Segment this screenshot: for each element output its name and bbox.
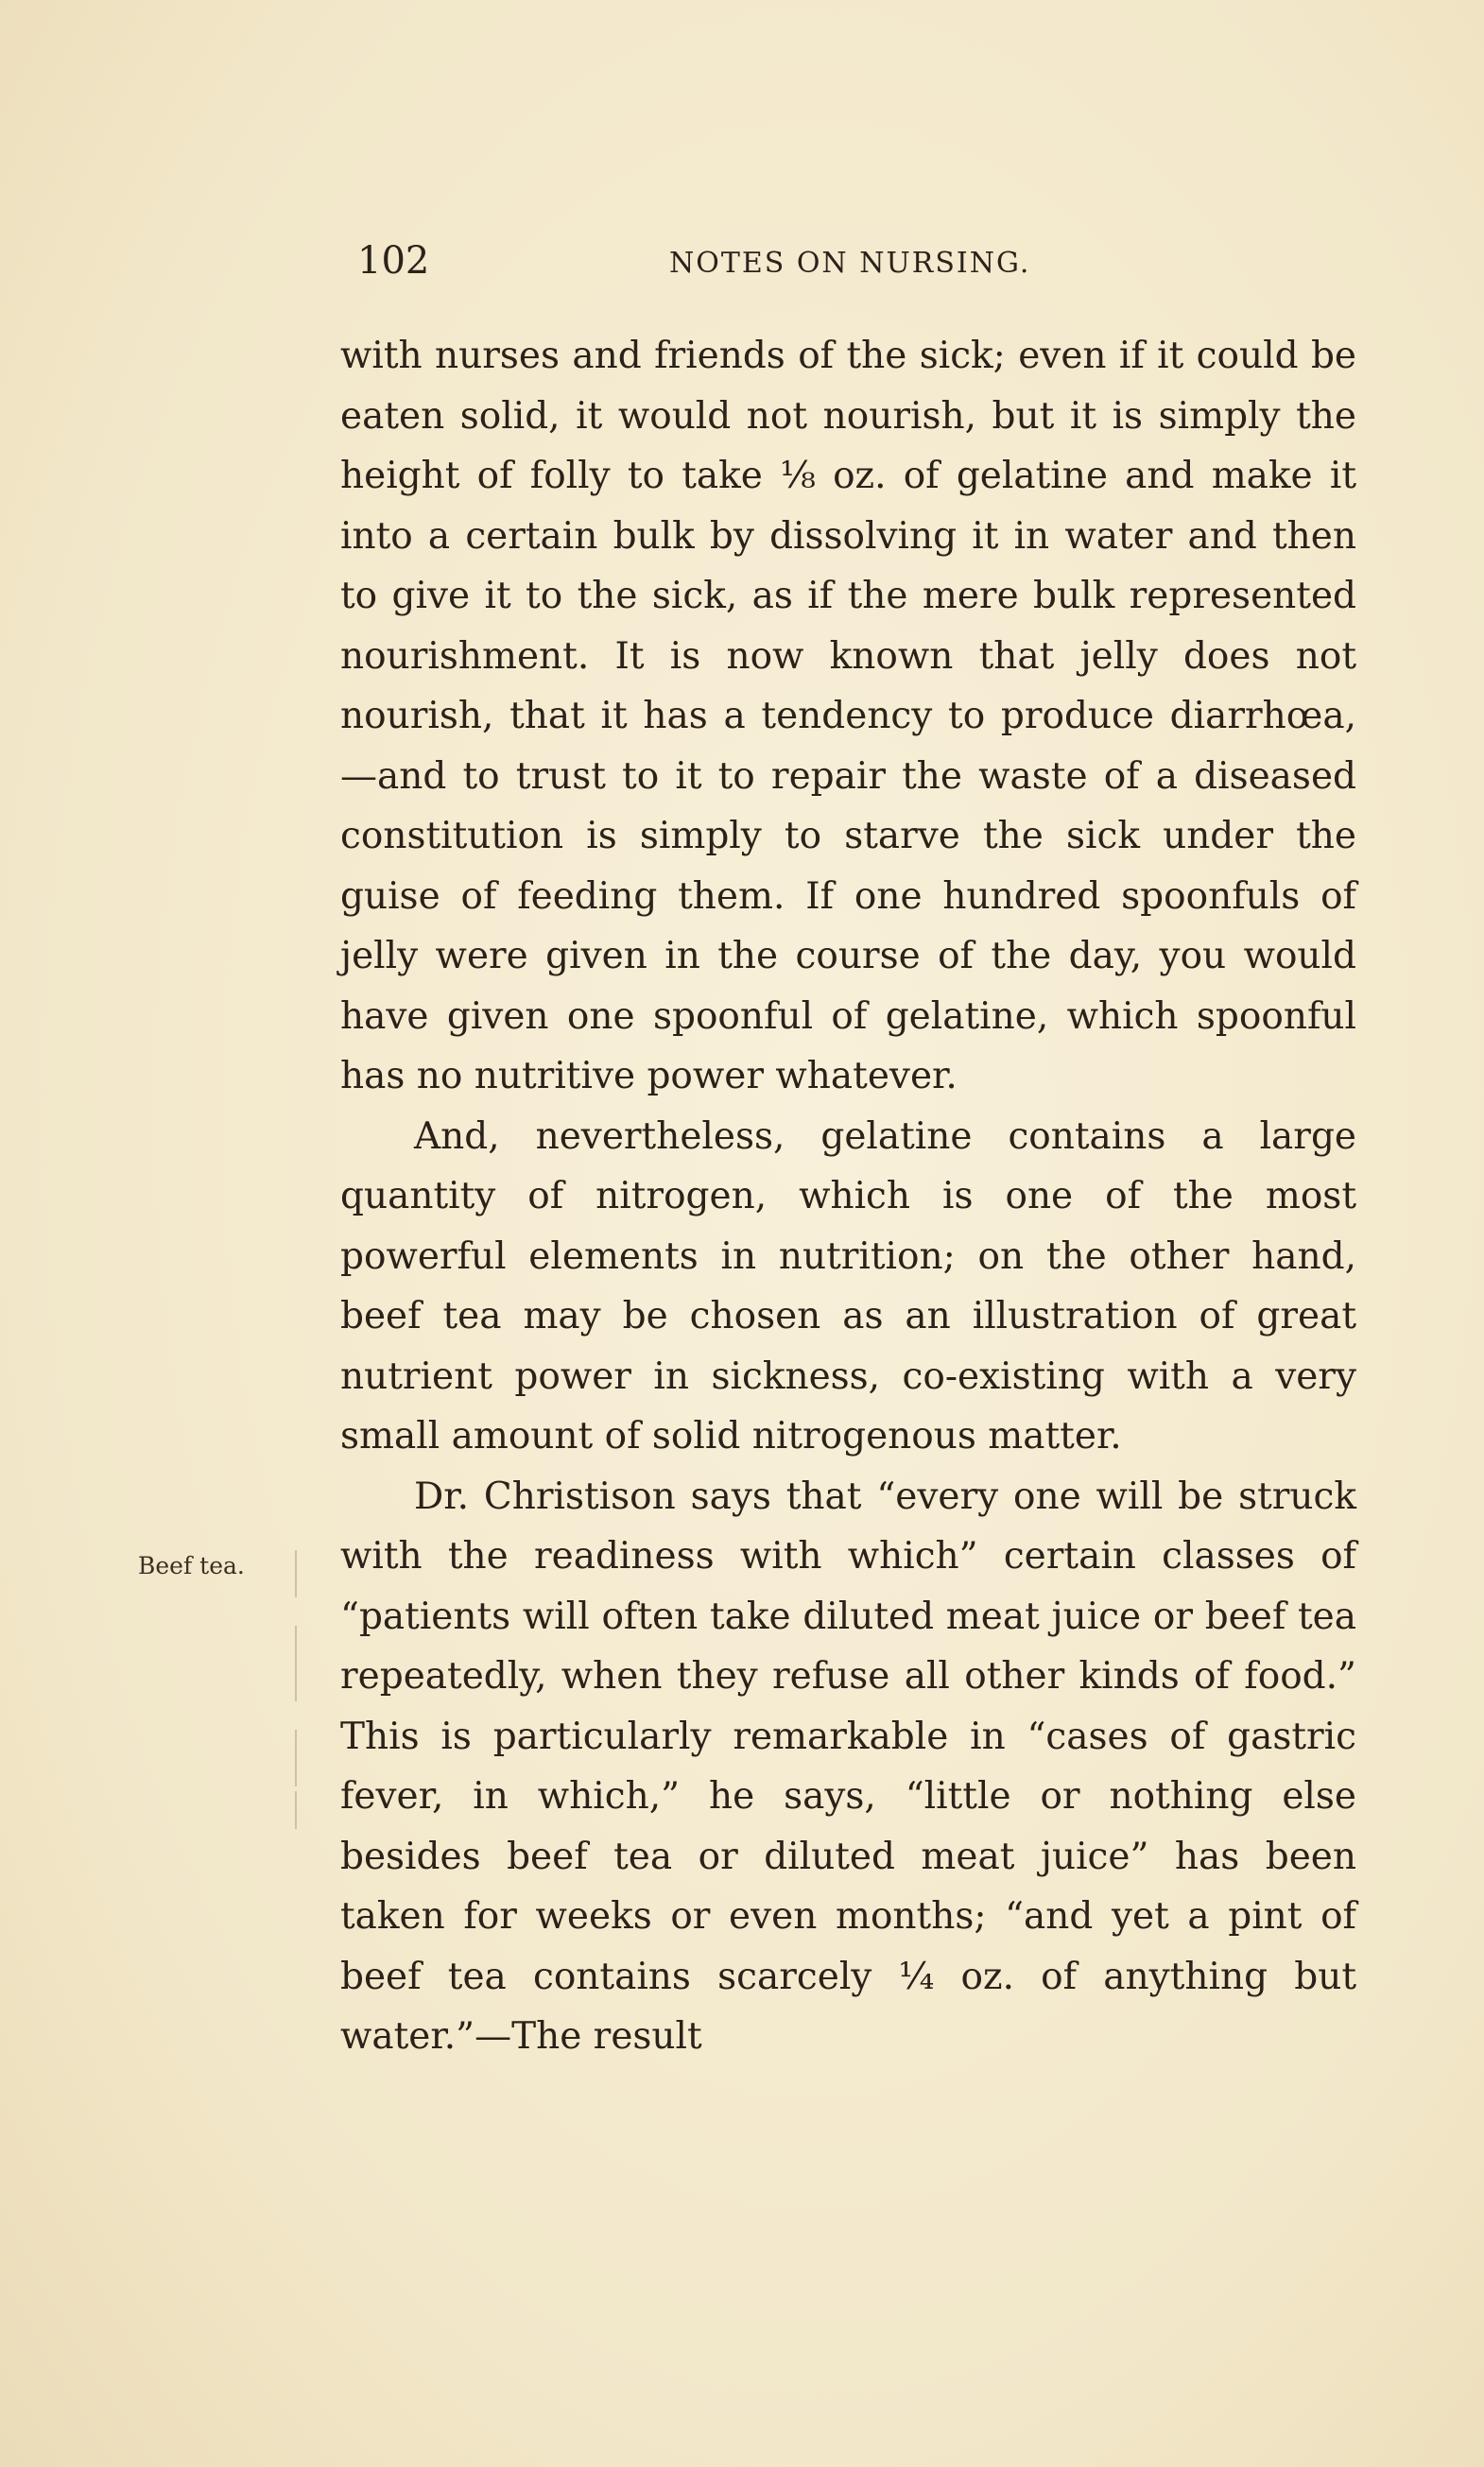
running-head [357,233,1355,289]
paragraph: And, nevertheless, gelatine contains a large quantity of nitrogen, which is one of the most powerful elements in nutrition; on the other hand, beef tea may be chosen as an illustration of great nutrient power in sickness, co-existing with a very small amount of solid nitrogenous matter. [340,1114,1356,1458]
running-title: NOTES ON NURSING. [669,247,1031,280]
paragraph: Dr. Christison says that “every one will be struck with the readiness with which” certain classes of “patients will often take diluted meat juice or beef tea repeatedly, when they refuse all other kinds of food.” This is particularly remarkable in “cases of gastric fever, in which,” he says, “little or nothing else besides beef tea or diluted meat juice” has been taken for weeks or even months; “and yet a pint of beef tea contains scarcely ¼ oz. of anything but water.”—The result [340,1475,1356,2058]
margin-rule [295,1791,297,1829]
paragraph: with nurses and friends of the sick; even if it could be eaten solid, it would not nourish, but it is simply the height of folly to take ⅛ oz. of gelatine and make it into a certain bulk by dissolving it in water and then to give it to the sick, as if the mere bulk represented nourishment. It is now known that jelly does not nourish, that it has a tendency to produce diarrhœa,—and to trust to it to repair the waste of a diseased constitution is simply to starve the sick under the guise of feeding them. If one hundred spoonfuls of jelly were given in the course of the day, you would have given one spoonful of gelatine, which spoonful has no nutritive power whatever. [340,335,1356,1097]
margin-rule [295,1550,297,1597]
body-text [340,326,1356,2067]
page-number: 102 [357,239,430,283]
margin-rule [295,1730,297,1786]
margin-rule [295,1626,297,1701]
sidenote-beef-tea: Beef tea. [138,1552,245,1579]
